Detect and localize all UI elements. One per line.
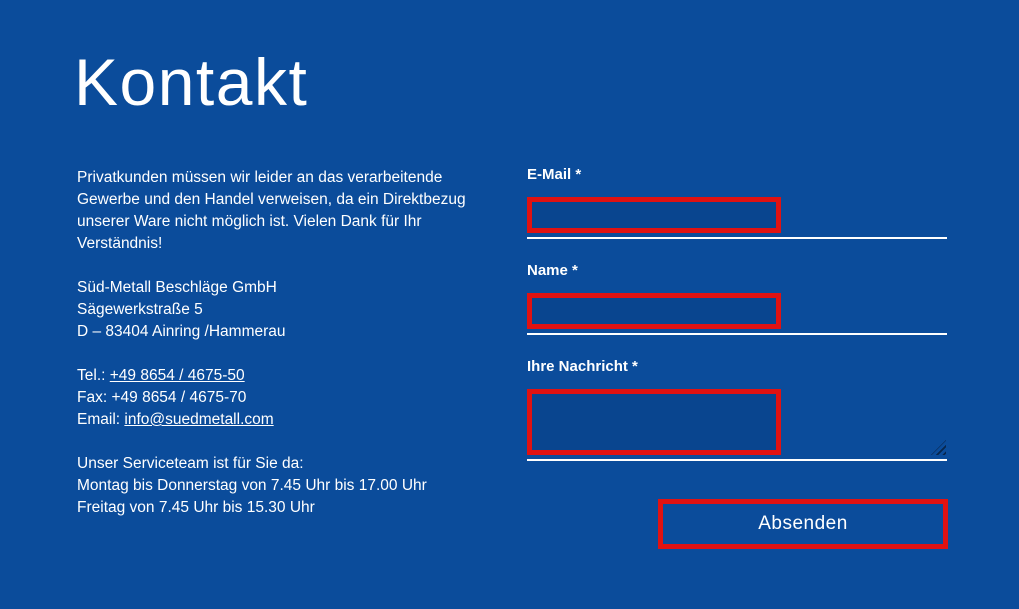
submit-button[interactable]: Absenden xyxy=(658,499,948,549)
company-address xyxy=(77,277,489,343)
tel-line xyxy=(77,365,489,387)
name-field[interactable] xyxy=(527,293,781,329)
intro-line: Verständnis! xyxy=(77,235,163,252)
email-field[interactable] xyxy=(527,197,781,233)
city-address: D – 83404 Ainring /Hammerau xyxy=(77,323,286,340)
name-field-row xyxy=(527,293,947,335)
name-field-group xyxy=(527,262,947,335)
email-field-group xyxy=(527,166,947,239)
fax-number: +49 8654 / 4675-70 xyxy=(111,389,247,406)
service-hours xyxy=(77,453,489,519)
service-intro: Unser Serviceteam ist für Sie da: xyxy=(77,455,304,472)
intro-text xyxy=(77,167,489,255)
message-field-group xyxy=(527,358,947,461)
contact-info-column xyxy=(77,167,489,541)
page-title: Kontakt xyxy=(74,45,309,119)
company-name: Süd-Metall Beschläge GmbH xyxy=(77,279,277,296)
email-label: Email: xyxy=(77,411,121,428)
email-line xyxy=(77,409,489,431)
intro-line: Gewerbe und den Handel verweisen, da ein Direktbezug xyxy=(77,191,466,208)
contact-details xyxy=(77,365,489,431)
email-link[interactable]: info@suedmetall.com xyxy=(124,411,274,428)
submit-row xyxy=(527,499,947,549)
service-friday: Freitag von 7.45 Uhr bis 15.30 Uhr xyxy=(77,499,315,516)
message-field-label: Ihre Nachricht * xyxy=(527,358,638,375)
email-field-label: E-Mail * xyxy=(527,166,582,183)
message-field-row xyxy=(527,389,947,461)
textarea-resize-handle-icon[interactable] xyxy=(931,440,946,455)
intro-line: Privatkunden müssen wir leider an das verarbeitende xyxy=(77,169,443,186)
fax-line xyxy=(77,387,489,409)
street-address: Sägewerkstraße 5 xyxy=(77,301,203,318)
fax-label: Fax: xyxy=(77,389,108,406)
name-field-label: Name * xyxy=(527,262,578,279)
intro-line: unserer Ware nicht möglich ist. Vielen Dank für Ihr xyxy=(77,213,422,230)
tel-label: Tel.: xyxy=(77,367,106,384)
service-weekdays: Montag bis Donnerstag von 7.45 Uhr bis 17.00 Uhr xyxy=(77,477,427,494)
email-field-row xyxy=(527,197,947,239)
message-field[interactable] xyxy=(527,389,781,455)
tel-link[interactable]: +49 8654 / 4675-50 xyxy=(109,367,245,384)
contact-form xyxy=(527,166,947,549)
